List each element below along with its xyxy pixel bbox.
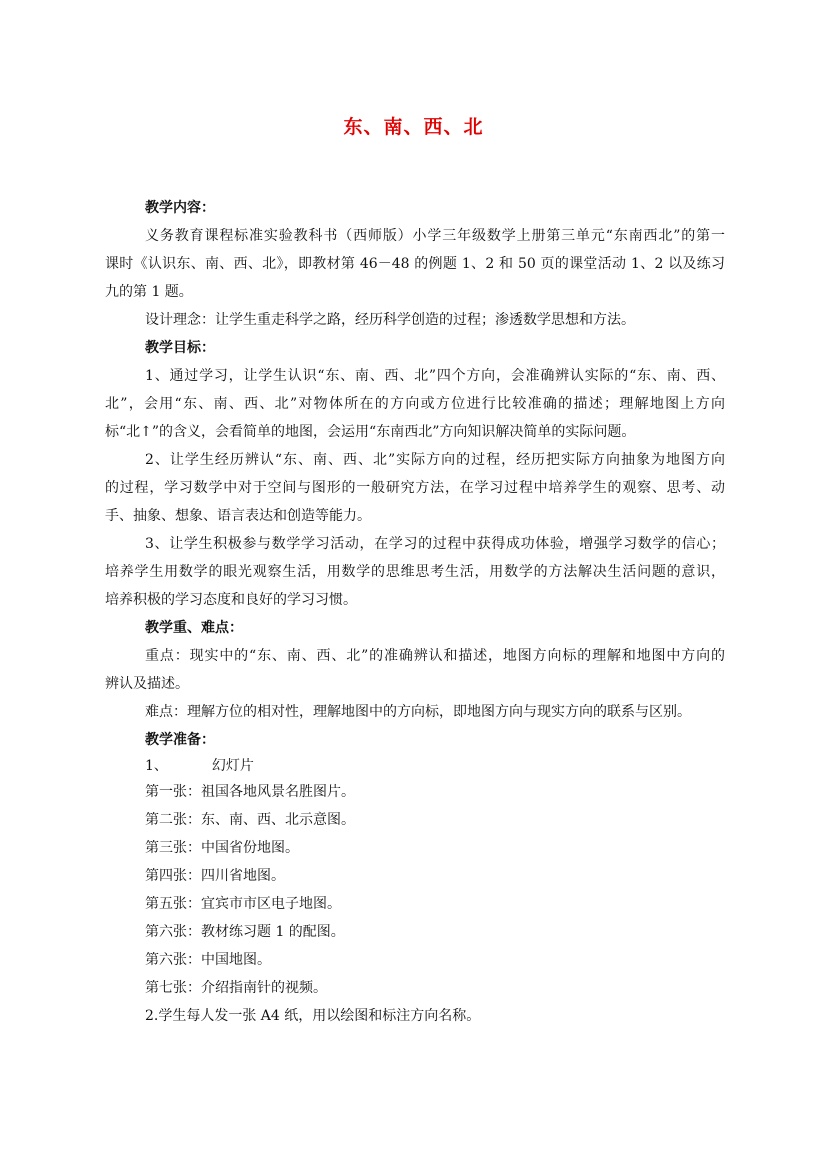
- slide-2: 第二张：东、南、西、北示意图。: [145, 812, 355, 828]
- goal1-line-3: 标“北↑”的含义，会看简单的地图，会运用“东南西北”方向知识解决简单的实际问题。: [105, 424, 636, 440]
- content-line-2: 课时《认识东、南、西、北》，即教材第 46－48 的例题 1、2 和 50 页的课堂活动 1、2 以及练习: [105, 256, 725, 272]
- prep-item-1-number: 1、: [145, 758, 168, 774]
- slide-4: 第四张：四川省地图。: [145, 868, 285, 884]
- goal1-line-1: 1、通过学习，让学生认识“东、南、西、北”四个方向，会准确辨认实际的“东、南、西、: [145, 368, 725, 384]
- key-line-1: 重点：现实中的“东、南、西、北”的准确辨认和描述，地图方向标的理解和地图中方向的: [145, 648, 725, 664]
- prep-item-1-text: 幻灯片: [211, 758, 254, 774]
- slide-1: 第一张：祖国各地风景名胜图片。: [145, 784, 355, 800]
- goal2-line-3: 手、抽象、想象、语言表达和创造等能力。: [105, 508, 371, 524]
- heading-teaching-prep: 教学准备：: [145, 732, 215, 748]
- heading-key-difficult: 教学重、难点：: [145, 620, 243, 636]
- goal3-line-3: 培养积极的学习态度和良好的学习习惯。: [105, 592, 357, 608]
- slide-7: 第六张：中国地图。: [145, 952, 271, 968]
- goal1-line-2: 北”，会用“东、南、西、北”对物体所在的方向或方位进行比较准确的描述；理解地图上方向: [105, 396, 725, 412]
- prep-item-2: 2.学生每人发一张 A4 纸，用以绘图和标注方向名称。: [145, 1008, 481, 1024]
- difficult-point: 难点：理解方位的相对性，理解地图中的方向标，即地图方向与现实方向的联系与区别。: [145, 704, 691, 720]
- key-line-2: 辨认及描述。: [105, 676, 189, 692]
- slide-5: 第五张：宜宾市市区电子地图。: [145, 896, 341, 912]
- slide-6: 第六张：教材练习题 1 的配图。: [145, 924, 345, 940]
- goal3-line-1: 3、让学生积极参与数学学习活动，在学习的过程中获得成功体验，增强学习数学的信心；: [145, 536, 725, 552]
- slide-8: 第七张：介绍指南针的视频。: [145, 980, 327, 996]
- design-philosophy: 设计理念：让学生重走科学之路，经历科学创造的过程；渗透数学思想和方法。: [145, 312, 635, 328]
- heading-teaching-content: 教学内容：: [145, 200, 215, 216]
- heading-teaching-goals: 教学目标：: [145, 340, 215, 356]
- prep-item-1: [145, 756, 725, 776]
- goal2-line-2: 的过程，学习数学中对于空间与图形的一般研究方法，在学习过程中培养学生的观察、思考、动: [105, 480, 725, 496]
- content-line-3: 九的第 1 题。: [105, 284, 193, 300]
- content-line-1: 义务教育课程标准实验教科书（西师版）小学三年级数学上册第三单元“东南西北”的第一: [145, 228, 725, 244]
- document-title: 东、南、西、北: [343, 116, 484, 138]
- slide-3: 第三张：中国省份地图。: [145, 840, 299, 856]
- goal3-line-2: 培养学生用数学的眼光观察生活，用数学的思维思考生活，用数学的方法解决生活问题的意识，: [105, 564, 725, 580]
- goal2-line-1: 2、让学生经历辨认“东、南、西、北”实际方向的过程，经历把实际方向抽象为地图方向: [145, 452, 725, 468]
